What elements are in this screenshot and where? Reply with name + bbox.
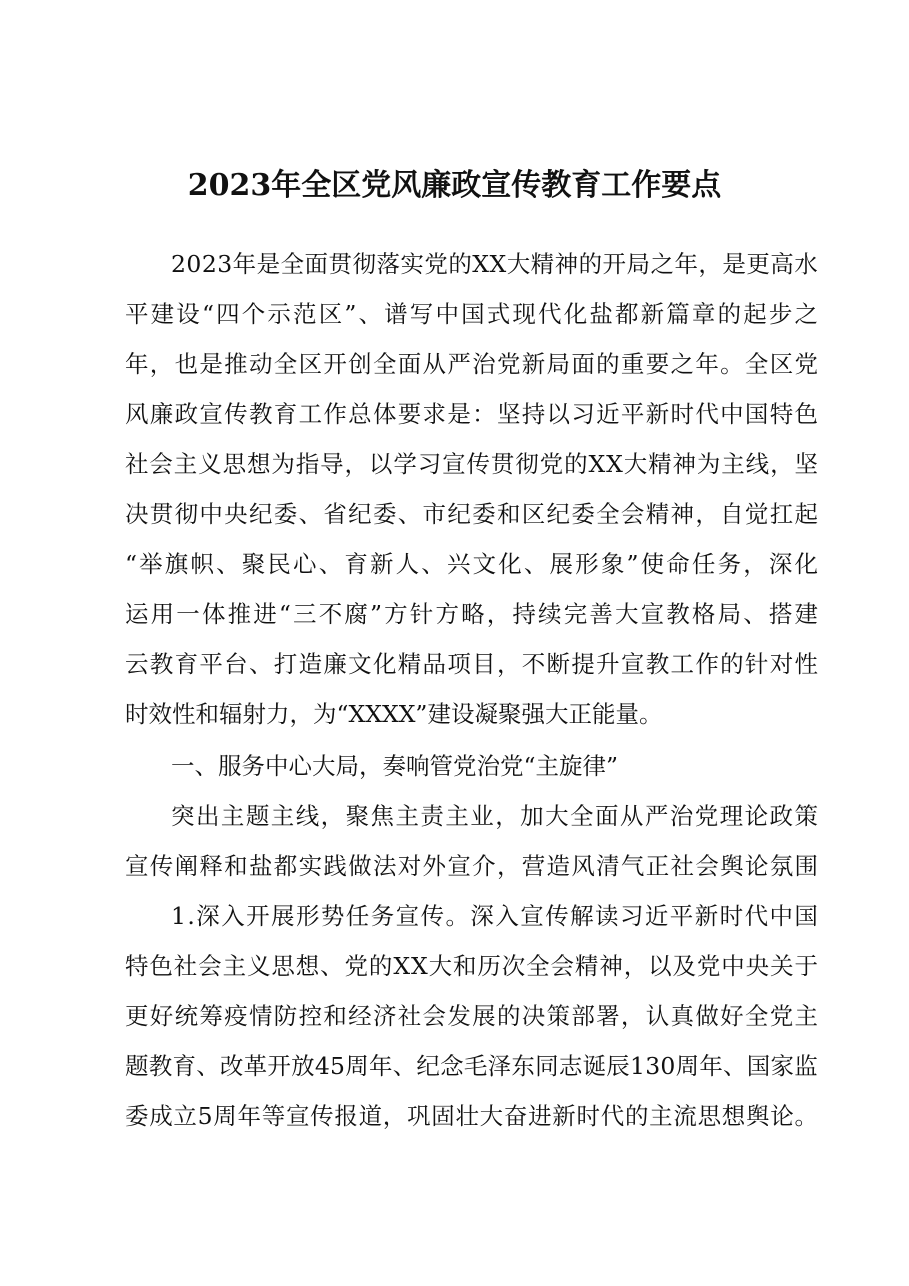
paragraph-line: 云教育平台、打造廉文化精品项目，不断提升宣教工作的针对性	[125, 650, 820, 678]
paragraph-line: 时效性和辐射力，为“XXXX”建设凝聚强大正能量。	[125, 700, 663, 728]
paragraph-line: “举旗帜、聚民心、育新人、兴文化、展形象”使命任务，深化	[125, 550, 821, 578]
document-title: 2023年全区党风廉政宣传教育工作要点	[187, 168, 722, 203]
paragraph-line: 特色社会主义思想、党的XX大和历次全会精神，以及党中央关于	[125, 952, 819, 980]
paragraph-line: 突出主题主线，聚焦主责主业，加大全面从严治党理论政策	[171, 802, 820, 830]
paragraph-line: 宣传阐释和盐都实践做法对外宣介，营造风清气正社会舆论氛围	[125, 852, 820, 880]
paragraph-line: 运用一体推进“三不腐”方针方略，持续完善大宣教格局、搭建	[125, 600, 821, 628]
paragraph-line: 社会主义思想为指导，以学习宣传贯彻党的XX大精神为主线，坚	[125, 450, 819, 478]
paragraph-line: 更好统筹疫情防控和经济社会发展的决策部署，认真做好全党主	[125, 1002, 820, 1030]
paragraph-line: 决贯彻中央纪委、省纪委、市纪委和区纪委全会精神，自觉扛起	[125, 500, 820, 528]
paragraph-line: 风廉政宣传教育工作总体要求是：坚持以习近平新时代中国特色	[125, 400, 820, 428]
paragraph-line: 2023年是全面贯彻落实党的XX大精神的开局之年，是更高水	[171, 250, 819, 278]
paragraph-line: 年，也是推动全区开创全面从严治党新局面的重要之年。全区党	[125, 350, 820, 378]
section-heading: 一、服务中心大局，奏响管党治党“主旋律”	[171, 752, 619, 780]
paragraph-line: 题教育、改革开放45周年、纪念毛泽东同志诞辰130周年、国家监	[125, 1052, 818, 1080]
paragraph-line: 委成立5周年等宣传报道，巩固壮大奋进新时代的主流思想舆论。	[125, 1102, 819, 1130]
paragraph-line: 平建设“四个示范区”、谱写中国式现代化盐都新篇章的起步之	[125, 300, 821, 328]
paragraph-line: 1.深入开展形势任务宣传。深入宣传解读习近平新时代中国	[171, 902, 820, 930]
